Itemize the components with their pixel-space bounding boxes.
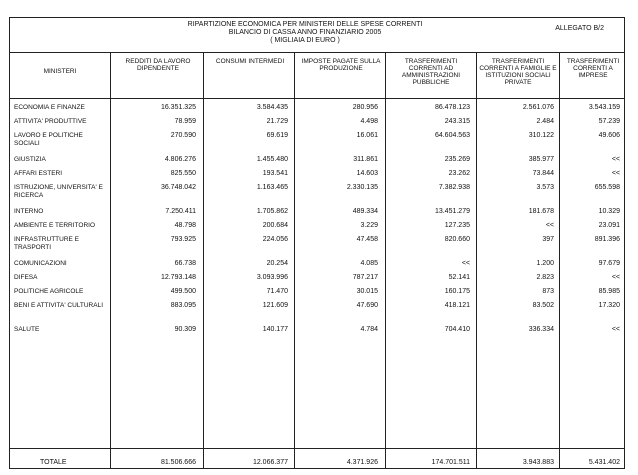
table-cell: 499.500 [170, 288, 196, 295]
header-imposte: IMPOSTE PAGATE SULLA PRODUZIONE [301, 58, 381, 72]
header-ministeri: MINISTERI [43, 68, 77, 75]
total-cell: 4.371.926 [346, 459, 378, 466]
table-cell: 21.729 [266, 118, 288, 125]
table-cell: 181.678 [528, 208, 554, 215]
table-cell: 16.061 [356, 132, 378, 139]
row-label: GIUSTIZIA [14, 156, 46, 163]
table-cell: 200.684 [262, 222, 288, 229]
table-cell: 86.478.123 [434, 104, 470, 111]
table-cell: 7.382.938 [438, 184, 470, 191]
table-cell: 2.330.135 [346, 184, 378, 191]
table-cell: << [545, 222, 554, 229]
table-cell: 90.309 [174, 326, 196, 333]
table-cell: 71.470 [266, 288, 288, 295]
header-divider [10, 98, 624, 99]
table-cell: 52.141 [448, 274, 470, 281]
table-cell: 873 [542, 288, 554, 295]
table-cell: 73.844 [532, 170, 554, 177]
header-trasf-amministrazioni: TRASFERIMENTI CORRENTI AD AMMINISTRAZIONI PUBBLICHE [401, 58, 461, 86]
table-cell: 1.200 [536, 260, 554, 267]
header-trasf-famiglie: TRASFERIMENTI CORRENTI A FAMIGLIE E ISTITUZIONI SOCIALI PRIVATE [479, 58, 557, 86]
table-cell: 97.679 [598, 260, 620, 267]
table-cell: 85.985 [598, 288, 620, 295]
table-cell: 47.690 [356, 302, 378, 309]
row-label: INTERNO [14, 208, 44, 215]
table-cell: 3.543.159 [588, 104, 620, 111]
table-cell: 23.091 [598, 222, 620, 229]
title-line-2: BILANCIO DI CASSA ANNO FINANZIARIO 2005 [228, 29, 382, 36]
table-cell: 310.122 [528, 132, 554, 139]
total-cell: 81.506.666 [160, 459, 196, 466]
table-cell: << [611, 156, 620, 163]
table-cell: 57.239 [598, 118, 620, 125]
col-divider-4 [385, 52, 386, 468]
table-cell: 127.235 [444, 222, 470, 229]
table-cell: 193.541 [262, 170, 288, 177]
table-cell: 69.619 [266, 132, 288, 139]
table-cell: 4.085 [360, 260, 378, 267]
table-cell: 17.320 [598, 302, 620, 309]
table-cell: << [611, 274, 620, 281]
table-cell: 47.458 [356, 236, 378, 243]
col-divider-5 [476, 52, 477, 468]
table-cell: 64.604.563 [434, 132, 470, 139]
table-cell: 3.093.996 [256, 274, 288, 281]
table-cell: << [611, 170, 620, 177]
table-cell: 2.823 [536, 274, 554, 281]
table-cell: 243.315 [444, 118, 470, 125]
row-label: POLITICHE AGRICOLE [14, 288, 84, 295]
table-cell: 489.334 [352, 208, 378, 215]
report-title [160, 21, 450, 45]
table-cell: 235.269 [444, 156, 470, 163]
title-divider [10, 52, 624, 53]
table-cell: 3.573 [536, 184, 554, 191]
total-divider [10, 448, 624, 449]
title-line-1: RIPARTIZIONE ECONOMICA PER MINISTERI DELLE SPESE CORRENTI [187, 21, 423, 28]
row-label: SALUTE [14, 326, 40, 333]
table-cell: 825.550 [170, 170, 196, 177]
table-cell: 66.738 [174, 260, 196, 267]
table-cell: 12.793.148 [160, 274, 196, 281]
table-cell: 30.015 [356, 288, 378, 295]
header-redditi: REDDITI DA LAVORO DIPENDENTE [125, 58, 191, 72]
row-label: DIFESA [14, 274, 38, 281]
report-table [9, 17, 625, 469]
table-cell: 385.977 [528, 156, 554, 163]
total-cell: 3.943.883 [522, 459, 554, 466]
table-cell: 655.598 [594, 184, 620, 191]
table-cell: 13.451.279 [434, 208, 470, 215]
table-cell: 883.095 [170, 302, 196, 309]
table-cell: 4.806.276 [164, 156, 196, 163]
col-divider-1 [110, 52, 111, 468]
row-label: ISTRUZIONE, UNIVERSITA' E RICERCA [14, 184, 103, 199]
table-cell: 2.561.076 [522, 104, 554, 111]
table-cell: 336.334 [528, 326, 554, 333]
table-cell: 704.410 [444, 326, 470, 333]
header-consumi: CONSUMI INTERMEDI [215, 58, 285, 65]
table-cell: << [611, 326, 620, 333]
table-cell: 4.784 [360, 326, 378, 333]
row-label: ATTIVITA' PRODUTTIVE [14, 118, 87, 125]
header-trasf-imprese: TRASFERIMENTI CORRENTI A IMPRESE [566, 58, 620, 79]
table-cell: 20.254 [266, 260, 288, 267]
table-cell: 83.502 [532, 302, 554, 309]
table-cell: 891.396 [594, 236, 620, 243]
table-cell: 23.262 [448, 170, 470, 177]
table-cell: 160.175 [444, 288, 470, 295]
total-label: TOTALE [40, 459, 67, 466]
table-cell: 7.250.411 [165, 208, 196, 215]
total-cell: 174.701.511 [431, 459, 470, 466]
allegato-label: ALLEGATO B/2 [555, 25, 604, 32]
table-cell: 2.484 [536, 118, 554, 125]
table-cell: 16.351.325 [160, 104, 196, 111]
table-cell: 36.748.042 [160, 184, 196, 191]
table-cell: 14.603 [356, 170, 378, 177]
col-divider-2 [203, 52, 204, 468]
table-cell: 418.121 [444, 302, 470, 309]
table-cell: 3.229 [360, 222, 378, 229]
table-cell: 10.329 [598, 208, 620, 215]
table-cell: 270.590 [170, 132, 196, 139]
table-cell: << [461, 260, 470, 267]
table-cell: 121.609 [262, 302, 288, 309]
title-line-3: ( MIGLIAIA DI EURO ) [270, 37, 340, 44]
total-cell: 5.431.402 [588, 459, 620, 466]
table-cell: 793.925 [170, 236, 196, 243]
table-cell: 140.177 [262, 326, 288, 333]
total-cell: 12.066.377 [252, 459, 288, 466]
row-label: LAVORO E POLITICHE SOCIALI [14, 132, 83, 147]
row-label: AMBIENTE E TERRITORIO [14, 222, 96, 229]
row-label: INFRASTRUTTURE E TRASPORTI [14, 236, 79, 251]
row-label: AFFARI ESTERI [14, 170, 63, 177]
row-label: ECONOMIA E FINANZE [14, 104, 85, 111]
table-cell: 3.584.435 [256, 104, 288, 111]
table-cell: 311.861 [353, 156, 378, 163]
table-cell: 280.956 [352, 104, 378, 111]
table-cell: 49.606 [598, 132, 620, 139]
table-cell: 397 [542, 236, 554, 243]
row-label: BENI E ATTIVITA' CULTURALI [14, 302, 104, 309]
col-divider-3 [294, 52, 295, 468]
table-cell: 1.705.862 [256, 208, 288, 215]
table-cell: 48.798 [174, 222, 196, 229]
table-cell: 1.455.480 [256, 156, 288, 163]
row-label: COMUNICAZIONI [14, 260, 67, 267]
table-cell: 787.217 [352, 274, 378, 281]
col-divider-6 [559, 52, 560, 468]
table-cell: 1.163.465 [256, 184, 288, 191]
table-cell: 4.498 [360, 118, 378, 125]
table-cell: 224.056 [262, 236, 288, 243]
table-cell: 78.959 [174, 118, 196, 125]
table-cell: 820.660 [444, 236, 470, 243]
